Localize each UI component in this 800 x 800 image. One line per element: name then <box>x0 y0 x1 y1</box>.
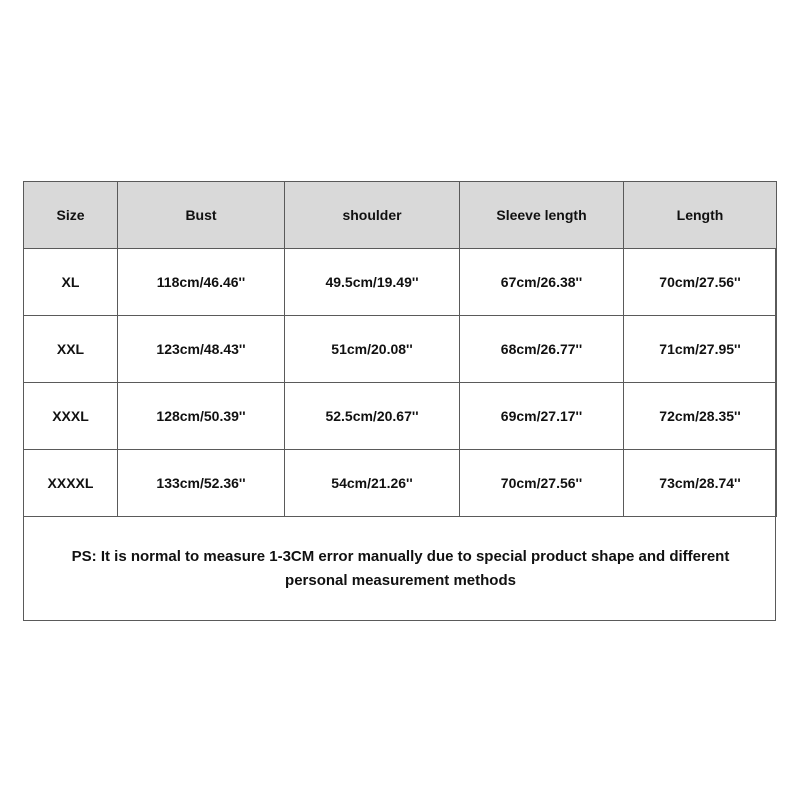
length-cell: 70cm/27.56'' <box>624 249 777 316</box>
length-cell: 71cm/27.95'' <box>624 316 777 383</box>
column-header-size: Size <box>24 182 118 249</box>
shoulder-cell: 51cm/20.08'' <box>285 316 460 383</box>
table-row <box>24 316 777 383</box>
sleeve-length-cell: 70cm/27.56'' <box>460 450 624 517</box>
bust-cell: 128cm/50.39'' <box>118 383 285 450</box>
measurement-note <box>24 517 777 620</box>
table-row <box>24 249 777 316</box>
bust-cell: 118cm/46.46'' <box>118 249 285 316</box>
size-cell: XL <box>24 249 118 316</box>
bust-cell: 123cm/48.43'' <box>118 316 285 383</box>
length-cell: 73cm/28.74'' <box>624 450 777 517</box>
size-cell: XXXXL <box>24 450 118 517</box>
table-header-row <box>24 182 777 249</box>
column-header-length: Length <box>624 182 777 249</box>
note-line-1: PS: It is normal to measure 1-3CM error manually due to special product shape and different <box>71 547 730 565</box>
sleeve-length-cell: 68cm/26.77'' <box>460 316 624 383</box>
column-header-sleeve-length: Sleeve length <box>460 182 624 249</box>
size-cell: XXXL <box>24 383 118 450</box>
bust-cell: 133cm/52.36'' <box>118 450 285 517</box>
column-header-bust: Bust <box>118 182 285 249</box>
shoulder-cell: 49.5cm/19.49'' <box>285 249 460 316</box>
table-row <box>24 383 777 450</box>
sleeve-length-cell: 69cm/27.17'' <box>460 383 624 450</box>
table-row <box>24 450 777 517</box>
size-chart <box>23 181 776 621</box>
size-cell: XXL <box>24 316 118 383</box>
note-line-2: personal measurement methods <box>285 571 516 589</box>
column-header-shoulder: shoulder <box>285 182 460 249</box>
shoulder-cell: 54cm/21.26'' <box>285 450 460 517</box>
sleeve-length-cell: 67cm/26.38'' <box>460 249 624 316</box>
shoulder-cell: 52.5cm/20.67'' <box>285 383 460 450</box>
length-cell: 72cm/28.35'' <box>624 383 777 450</box>
size-table <box>23 181 777 517</box>
